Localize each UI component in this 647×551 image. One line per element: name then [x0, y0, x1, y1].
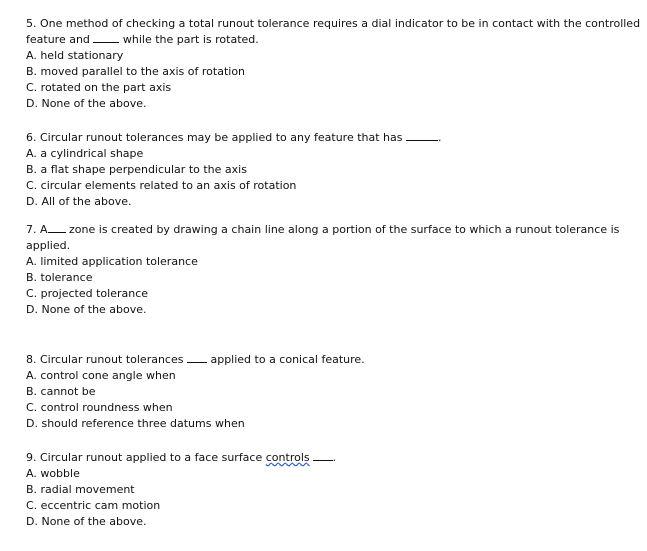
- question-7-option-b: B. tolerance: [26, 271, 93, 284]
- question-7-option-a: A. limited application tolerance: [26, 255, 198, 268]
- question-6-option-b: B. a flat shape perpendicular to the axis: [26, 163, 247, 176]
- question-7: [26, 222, 638, 318]
- question-6-option-a: A. a cylindrical shape: [26, 147, 144, 160]
- question-7-stem-text: 7. A: [26, 223, 48, 236]
- question-9-underlined-word: controls: [265, 451, 310, 464]
- question-8-blank: [187, 352, 207, 363]
- question-5-option-b: B. moved parallel to the axis of rotation: [26, 65, 246, 78]
- question-5-stem-line-2: [26, 32, 638, 48]
- question-5-stem-line-1: 5. One method of checking a total runout tolerance requires a dial indicator to be in contact with the controlled: [26, 17, 641, 30]
- question-9-option-b: B. radial movement: [26, 483, 135, 496]
- question-9-option-c: C. eccentric cam motion: [26, 499, 161, 512]
- question-6-stem-text: 6. Circular runout tolerances may be applied to any feature that has: [26, 131, 406, 144]
- question-5-option-a: A. held stationary: [26, 49, 124, 62]
- question-8-option-b: B. cannot be: [26, 385, 96, 398]
- question-5-stem-text-end: while the part is rotated.: [119, 33, 259, 46]
- question-5-blank: [93, 32, 119, 43]
- question-7-stem: [26, 222, 638, 254]
- question-7-stem-end: zone is created by drawing a chain line along a portion of the surface to which a runout tolerance is applied.: [26, 223, 620, 252]
- question-9-stem-end: .: [332, 451, 337, 464]
- question-6-option-c: C. circular elements related to an axis of rotation: [26, 179, 297, 192]
- question-5-stem-text: feature and: [26, 33, 94, 46]
- question-8-stem-text: 8. Circular runout tolerances: [26, 353, 187, 366]
- question-7-blank: [48, 222, 66, 233]
- question-9: [26, 450, 638, 530]
- question-6-stem: [26, 130, 638, 146]
- question-6: [26, 130, 638, 210]
- question-5: [26, 16, 641, 112]
- question-6-stem-end: .: [437, 131, 442, 144]
- question-8-option-a: A. control cone angle when: [26, 369, 176, 382]
- question-9-stem-text: 9. Circular runout applied to a face surface: [26, 451, 266, 464]
- question-6-option-d: D. All of the above.: [26, 195, 132, 208]
- question-9-stem: [26, 450, 638, 466]
- question-9-option-a: A. wobble: [26, 467, 80, 480]
- question-7-option-d: D. None of the above.: [26, 303, 147, 316]
- question-8-option-c: C. control roundness when: [26, 401, 173, 414]
- question-9-option-d: D. None of the above.: [26, 515, 147, 528]
- question-6-blank: [406, 130, 438, 141]
- question-5-option-d: D. None of the above.: [26, 97, 147, 110]
- question-8: [26, 352, 638, 432]
- question-5-option-c: C. rotated on the part axis: [26, 81, 172, 94]
- question-8-stem-end: applied to a conical feature.: [206, 353, 365, 366]
- question-9-blank: [313, 450, 333, 461]
- question-8-option-d: D. should reference three datums when: [26, 417, 245, 430]
- question-7-option-c: C. projected tolerance: [26, 287, 149, 300]
- question-8-stem: [26, 352, 638, 368]
